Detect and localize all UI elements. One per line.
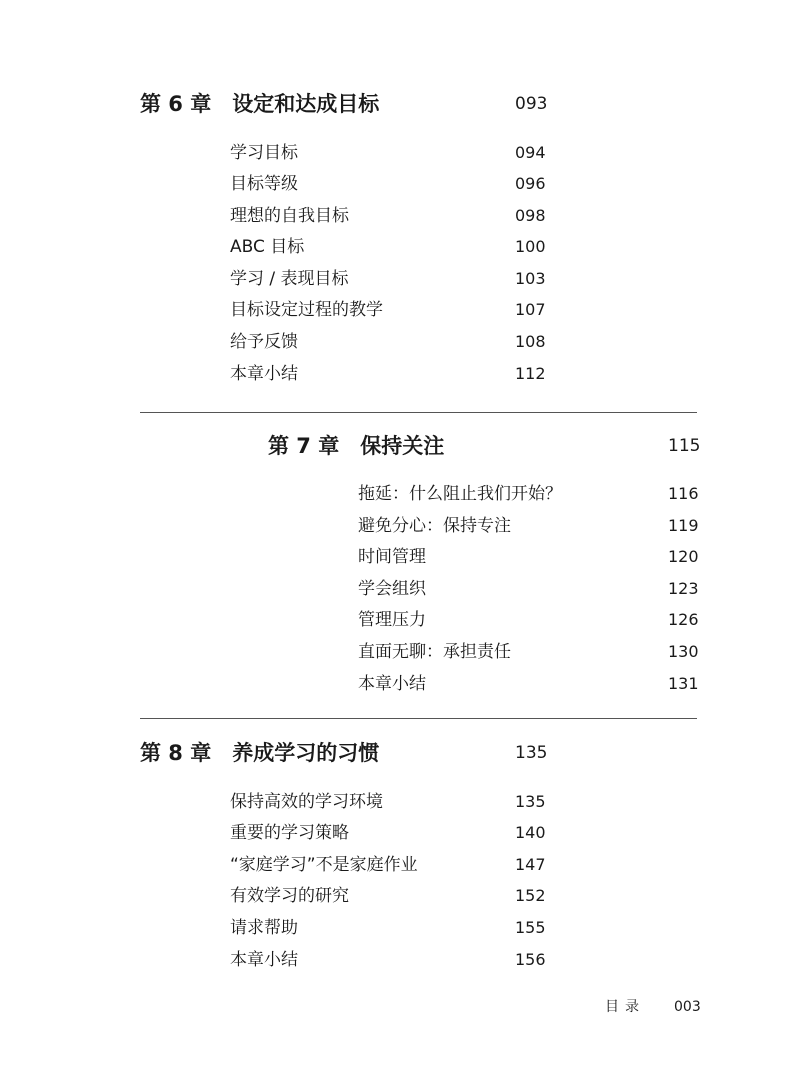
toc-entry-title: 给予反馈 xyxy=(230,332,298,352)
toc-entry-page: 135 xyxy=(515,792,546,811)
toc-entry-title: 直面无聊：承担责任 xyxy=(358,642,511,662)
chapter-8-page: 135 xyxy=(515,743,548,763)
toc-entry-page: 131 xyxy=(668,674,699,693)
chapter-6-title: 第 6 章 设定和达成目标 xyxy=(140,92,380,116)
toc-entry-title: 重要的学习策略 xyxy=(230,823,349,843)
toc-entry-title: 管理压力 xyxy=(358,610,426,630)
toc-entry-title: 本章小结 xyxy=(230,950,298,970)
chapter-8-title: 第 8 章 养成学习的习惯 xyxy=(140,741,380,765)
toc-entry-title: “家庭学习”不是家庭作业 xyxy=(230,855,418,875)
toc-entry-page: 140 xyxy=(515,823,546,842)
toc-entry-title: 目标设定过程的教学 xyxy=(230,300,383,320)
toc-entry-page: 107 xyxy=(515,300,546,319)
toc-entry-title: 有效学习的研究 xyxy=(230,886,349,906)
toc-entry-title: 学习 / 表现目标 xyxy=(230,269,349,289)
toc-entry-title: 保持高效的学习环境 xyxy=(230,792,383,812)
toc-entry-page: 116 xyxy=(668,484,699,503)
toc-entry-page: 156 xyxy=(515,950,546,969)
toc-entry-title: 本章小结 xyxy=(230,364,298,384)
toc-entry-title: 目标等级 xyxy=(230,174,298,194)
toc-entry-title: ABC 目标 xyxy=(230,237,305,257)
footer-section-label: 目录 xyxy=(605,999,645,1015)
toc-entry-title: 学习目标 xyxy=(230,143,298,163)
toc-entry-page: 100 xyxy=(515,237,546,256)
toc-entry-title: 学会组织 xyxy=(358,579,426,599)
toc-entry-page: 152 xyxy=(515,886,546,905)
toc-entry-page: 147 xyxy=(515,855,546,874)
chapter-7-page: 115 xyxy=(668,436,701,456)
toc-entry-page: 098 xyxy=(515,206,546,225)
toc-entry-page: 130 xyxy=(668,642,699,661)
toc-entry-page: 155 xyxy=(515,918,546,937)
toc-entry-title: 本章小结 xyxy=(358,674,426,694)
toc-entry-page: 126 xyxy=(668,610,699,629)
toc-entry-page: 112 xyxy=(515,364,546,383)
section-divider xyxy=(140,412,697,413)
toc-entry-title: 理想的自我目标 xyxy=(230,206,349,226)
toc-entry-title: 拖延：什么阻止我们开始？ xyxy=(358,484,562,504)
footer-page-number: 003 xyxy=(674,999,701,1015)
chapter-7-title: 第 7 章 保持关注 xyxy=(268,434,445,458)
chapter-6-page: 093 xyxy=(515,94,548,114)
toc-entry-page: 123 xyxy=(668,579,699,598)
toc-entry-page: 094 xyxy=(515,143,546,162)
toc-entry-page: 108 xyxy=(515,332,546,351)
toc-entry-page: 119 xyxy=(668,516,699,535)
toc-entry-title: 时间管理 xyxy=(358,547,426,567)
toc-entry-page: 103 xyxy=(515,269,546,288)
toc-entry-title: 请求帮助 xyxy=(230,918,298,938)
toc-entry-page: 096 xyxy=(515,174,546,193)
section-divider xyxy=(140,718,697,719)
toc-entry-title: 避免分心：保持专注 xyxy=(358,516,511,536)
toc-entry-page: 120 xyxy=(668,547,699,566)
